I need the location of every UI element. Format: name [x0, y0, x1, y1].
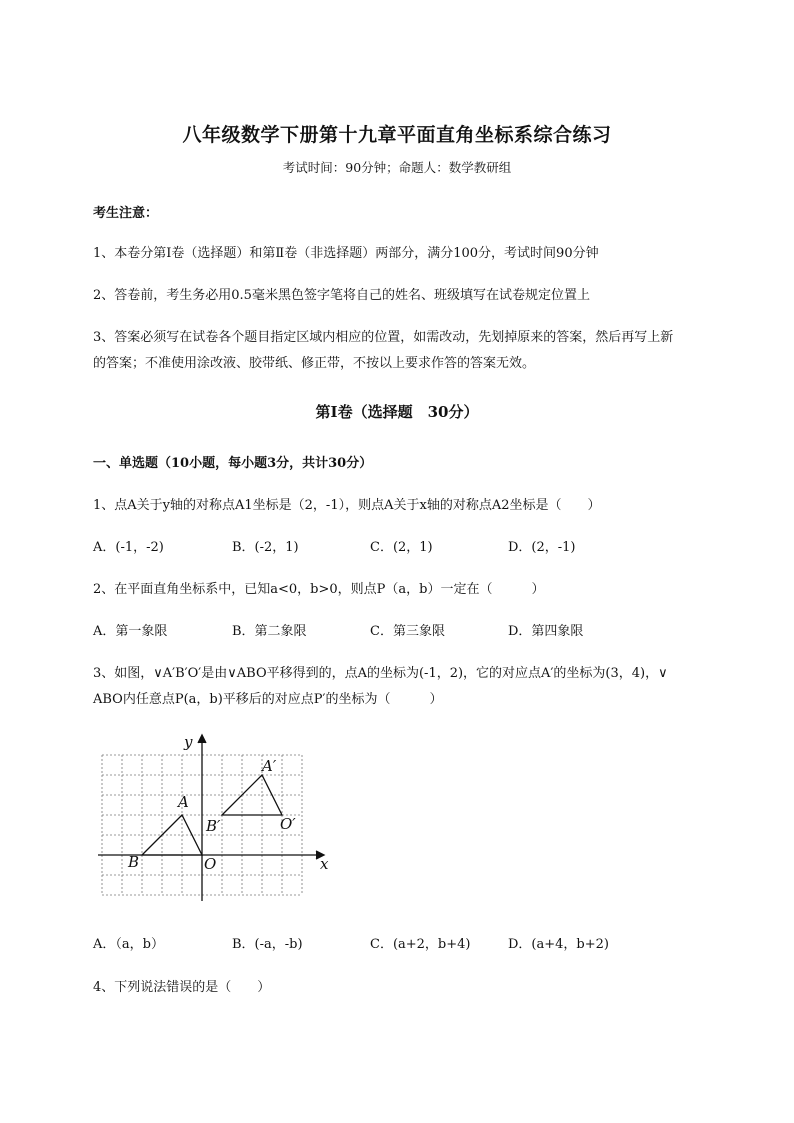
notice-item-2: 2、答卷前，考生务必用0.5毫米黑色签字笔将自己的姓名、班级填写在试卷规定位置上: [93, 288, 590, 303]
option-b[interactable]: B．(-2，1): [232, 540, 299, 555]
part-title: 一、单选题（10小题，每小题3分，共计30分）: [93, 456, 373, 471]
question-1-text: 1、点A关于y轴的对称点A1坐标是（2，-1），则点A关于x轴的对称点A2坐标是（ ）: [93, 498, 601, 513]
x-axis-label: x: [320, 855, 329, 873]
option-a[interactable]: A．第一象限: [93, 624, 168, 639]
point-o-prime-label: O′: [280, 815, 296, 833]
point-b-prime-label: B′: [206, 817, 221, 835]
point-b-label: B: [128, 853, 140, 871]
point-a-prime-label: A′: [262, 757, 277, 775]
notice-item-1: 1、本卷分第I卷（选择题）和第Ⅱ卷（非选择题）两部分，满分100分，考试时间90分钟: [93, 246, 599, 261]
option-a[interactable]: A．（a，b）: [93, 937, 164, 952]
option-c[interactable]: C．第三象限: [370, 624, 445, 639]
option-a[interactable]: A．(-1，-2): [93, 540, 164, 555]
question-2-text: 2、在平面直角坐标系中，已知a<0，b>0，则点P（a，b）一定在（ ）: [93, 582, 545, 597]
coordinate-grid-figure: [96, 733, 336, 903]
option-c[interactable]: C．(a+2，b+4): [370, 937, 471, 952]
option-b[interactable]: B．(-a，-b): [232, 937, 303, 952]
question-4-text: 4、下列说法错误的是（ ）: [93, 980, 271, 995]
page-title: 八年级数学下册第十九章平面直角坐标系综合练习: [182, 124, 612, 146]
option-d[interactable]: D．第四象限: [508, 624, 584, 639]
option-b[interactable]: B．第二象限: [232, 624, 307, 639]
option-d[interactable]: D．(a+4，b+2): [508, 937, 609, 952]
point-o-label: O: [204, 855, 217, 873]
exam-subtitle: 考试时间：90分钟；命题人：数学教研组: [282, 160, 512, 175]
point-a-label: A: [178, 793, 189, 811]
section-title: 第I卷（选择题 30分）: [315, 403, 479, 421]
option-d[interactable]: D．(2，-1): [508, 540, 576, 555]
option-c[interactable]: C．(2，1): [370, 540, 433, 555]
y-axis-label: y: [184, 733, 193, 751]
notice-item-3: 3、答案必须写在试卷各个题目指定区域内相应的位置，如需改动，先划掉原来的答案，然后再写上新: [93, 330, 674, 345]
notice-item-3-cont: 的答案；不准使用涂改液、胶带纸、修正带，不按以上要求作答的答案无效。: [93, 356, 536, 371]
question-3-text: 3、如图，∨A′B′O′是由∨ABO平移得到的，点A的坐标为(-1，2)，它的对应点A′的坐标为(3，4)，∨: [93, 666, 668, 681]
notice-heading: 考生注意：: [93, 206, 159, 221]
question-3-text-cont: ABO内任意点P(a，b)平移后的对应点P′的坐标为（ ）: [93, 692, 443, 707]
